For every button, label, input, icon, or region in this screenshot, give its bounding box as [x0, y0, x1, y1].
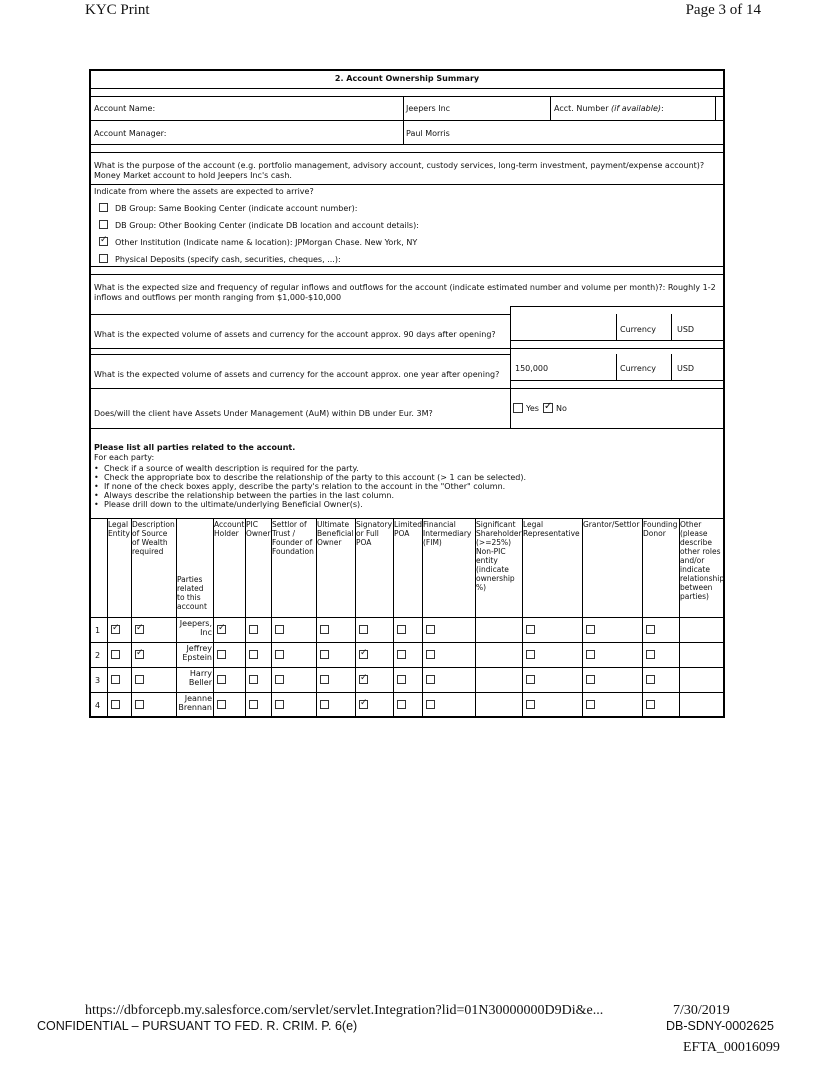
volume-year-question: What is the expected volume of assets and currency for the account approx. one year after opening?	[94, 370, 500, 379]
party-role-checkbox[interactable]	[646, 625, 655, 634]
party-role-checkbox[interactable]	[359, 675, 368, 684]
party-role-checkbox[interactable]	[359, 700, 368, 709]
table-column-border	[422, 518, 423, 717]
party-role-checkbox[interactable]	[249, 625, 258, 634]
purpose-question: What is the purpose of the account (e.g. portfolio management, advisory account, custody services, long-term investment, payment/expense account)? Money Market account to hold Jeepers Inc's cash.	[94, 161, 705, 180]
party-role-checkbox[interactable]	[217, 700, 226, 709]
row-number: 4	[95, 701, 101, 710]
party-role-checkbox[interactable]	[320, 625, 329, 634]
instruction-item: • If none of the check boxes apply, describe the party's relation to the account in the "Other" column.	[94, 482, 714, 491]
party-role-checkbox[interactable]	[111, 625, 120, 634]
parties-for-each: For each party:	[94, 453, 155, 462]
origin-option-label: Other Institution (Indicate name & location): JPMorgan Chase. New York, NY	[115, 238, 418, 247]
column-header: Legal Representative	[523, 520, 580, 538]
column-header: Account Holder	[214, 520, 245, 538]
party-name: Jeffrey Epstein	[182, 644, 212, 662]
parties-title: Please list all parties related to the account.	[94, 443, 296, 452]
party-role-checkbox[interactable]	[359, 650, 368, 659]
bates-number: DB-SDNY-0002625	[666, 1019, 774, 1033]
column-header: Financial Intermediary (FIM)	[423, 520, 472, 547]
party-role-checkbox[interactable]	[586, 650, 595, 659]
row-number: 1	[95, 626, 101, 635]
column-header: Other (please describe other roles and/or indicate relationship between parties)	[680, 520, 725, 601]
party-role-checkbox[interactable]	[217, 650, 226, 659]
aum-no-label: No	[556, 404, 567, 413]
party-role-checkbox[interactable]	[135, 700, 144, 709]
party-role-checkbox[interactable]	[275, 650, 284, 659]
aum-yes-checkbox[interactable]	[513, 403, 523, 413]
table-column-border	[245, 518, 246, 717]
party-role-checkbox[interactable]	[320, 700, 329, 709]
party-role-checkbox[interactable]	[526, 675, 535, 684]
column-header: Parties related to this account	[177, 575, 207, 611]
column-header: Description of Source of Wealth required	[132, 520, 175, 556]
origin-option-label: Physical Deposits (specify cash, securities, cheques, ...):	[115, 255, 341, 264]
column-header: Ultimate Beneficial Owner	[317, 520, 354, 547]
party-role-checkbox[interactable]	[526, 625, 535, 634]
table-column-border	[213, 518, 214, 717]
party-role-checkbox[interactable]	[135, 625, 144, 634]
party-role-checkbox[interactable]	[249, 650, 258, 659]
assets-origin-question: Indicate from where the assets are expected to arrive?	[94, 187, 314, 196]
row-number: 2	[95, 651, 101, 660]
party-role-checkbox[interactable]	[320, 650, 329, 659]
column-header: Founding Donor	[643, 520, 678, 538]
table-row-border	[90, 692, 724, 693]
party-role-checkbox[interactable]	[586, 675, 595, 684]
party-role-checkbox[interactable]	[426, 625, 435, 634]
party-role-checkbox[interactable]	[426, 675, 435, 684]
party-role-checkbox[interactable]	[320, 675, 329, 684]
party-role-checkbox[interactable]	[397, 650, 406, 659]
aum-no-checkbox[interactable]	[543, 403, 553, 413]
party-name: Jeanne Brennan	[178, 694, 212, 712]
instruction-item: • Check if a source of wealth description is required for the party.	[94, 464, 714, 473]
column-header: Settlor of Trust / Founder of Foundation	[272, 520, 314, 556]
table-column-border	[724, 518, 725, 717]
party-role-checkbox[interactable]	[526, 700, 535, 709]
party-role-checkbox[interactable]	[646, 650, 655, 659]
origin-other-booking-checkbox[interactable]	[99, 220, 108, 229]
party-role-checkbox[interactable]	[426, 650, 435, 659]
party-role-checkbox[interactable]	[217, 625, 226, 634]
table-column-border	[90, 518, 91, 717]
party-role-checkbox[interactable]	[397, 700, 406, 709]
party-role-checkbox[interactable]	[111, 650, 120, 659]
section-title: 2. Account Ownership Summary	[334, 74, 480, 83]
table-column-border	[582, 518, 583, 717]
column-header: PIC Owner	[246, 520, 271, 538]
table-column-border	[355, 518, 356, 717]
party-role-checkbox[interactable]	[111, 675, 120, 684]
party-role-checkbox[interactable]	[275, 675, 284, 684]
volume-90-question: What is the expected volume of assets and currency for the account approx. 90 days after opening?	[94, 330, 496, 339]
table-column-border	[642, 518, 643, 717]
account-manager-value: Paul Morris	[406, 129, 450, 138]
origin-option-label: DB Group: Other Booking Center (indicate DB location and account details):	[115, 221, 419, 230]
account-name-label: Account Name:	[94, 104, 156, 113]
instruction-item: • Always describe the relationship between the parties in the last column.	[94, 491, 714, 500]
account-number-label: Acct. Number (if available):	[554, 104, 664, 113]
party-role-checkbox[interactable]	[249, 700, 258, 709]
party-role-checkbox[interactable]	[359, 625, 368, 634]
column-header: Grantor/Settlor	[583, 520, 640, 529]
origin-other-institution-checkbox[interactable]	[99, 237, 108, 246]
table-column-border	[393, 518, 394, 717]
page-number: Page 3 of 14	[685, 2, 761, 18]
table-column-border	[316, 518, 317, 717]
volume-90-currency-label: Currency	[620, 325, 657, 334]
party-role-checkbox[interactable]	[249, 675, 258, 684]
flows-question: What is the expected size and frequency of regular inflows and outflows for the account (indicate estimated number and volume per month)?: Roughly 1-2 inflows and outflows per month ranging from $1,000-$10,000	[94, 283, 716, 302]
instruction-item: • Check the appropriate box to describe the relationship of the party to this account (> 1 can be selected).	[94, 473, 714, 482]
party-role-checkbox[interactable]	[586, 700, 595, 709]
table-top-border	[90, 518, 724, 519]
party-role-checkbox[interactable]	[217, 675, 226, 684]
footer-url: https://dbforcepb.my.salesforce.com/servlet/servlet.Integration?lid=01N30000000D9Di&e...	[85, 1003, 604, 1018]
column-header: Legal Entity	[108, 520, 130, 538]
party-role-checkbox[interactable]	[275, 625, 284, 634]
account-name-value: Jeepers Inc	[406, 104, 451, 113]
column-header: Significant Shareholder (>=25%) Non-PIC entity (indicate ownership %)	[476, 520, 522, 592]
volume-year-amount: 150,000	[515, 364, 549, 373]
account-manager-label: Account Manager:	[94, 129, 167, 138]
table-row-border	[90, 642, 724, 643]
row-number: 3	[95, 676, 101, 685]
efta-number: EFTA_00016099	[683, 1040, 780, 1055]
table-row-border	[90, 667, 724, 668]
table-header-border	[90, 617, 724, 618]
party-name: Jeepers, Inc	[179, 619, 212, 637]
instruction-item: • Please drill down to the ultimate/underlying Beneficial Owner(s).	[94, 500, 714, 509]
footer-date: 7/30/2019	[673, 1003, 730, 1018]
aum-yes-label: Yes	[526, 404, 539, 413]
confidential-notice: CONFIDENTIAL – PURSUANT TO FED. R. CRIM. P. 6(e)	[37, 1019, 358, 1033]
table-row-border	[90, 717, 724, 718]
volume-year-currency-label: Currency	[620, 364, 657, 373]
party-role-checkbox[interactable]	[646, 700, 655, 709]
party-role-checkbox[interactable]	[646, 675, 655, 684]
origin-option-label: DB Group: Same Booking Center (indicate account number):	[115, 204, 358, 213]
aum-question: Does/will the client have Assets Under Management (AuM) within DB under Eur. 3M?	[94, 409, 433, 418]
party-role-checkbox[interactable]	[426, 700, 435, 709]
party-role-checkbox[interactable]	[135, 675, 144, 684]
origin-physical-deposits-checkbox[interactable]	[99, 254, 108, 263]
volume-90-currency: USD	[677, 325, 695, 334]
party-role-checkbox[interactable]	[526, 650, 535, 659]
table-column-border	[107, 518, 108, 717]
party-name: Harry Beller	[188, 669, 212, 687]
table-column-border	[522, 518, 523, 717]
party-role-checkbox[interactable]	[135, 650, 144, 659]
parties-instructions	[94, 464, 714, 509]
party-role-checkbox[interactable]	[111, 700, 120, 709]
volume-year-currency: USD	[677, 364, 695, 373]
origin-same-booking-checkbox[interactable]	[99, 203, 108, 212]
print-header-title: KYC Print	[85, 2, 150, 18]
party-role-checkbox[interactable]	[586, 625, 595, 634]
column-header: Limited POA	[394, 520, 422, 538]
column-header: Signatory or Full POA	[356, 520, 393, 547]
party-role-checkbox[interactable]	[275, 700, 284, 709]
party-role-checkbox[interactable]	[397, 625, 406, 634]
table-column-border	[176, 518, 177, 717]
party-role-checkbox[interactable]	[397, 675, 406, 684]
